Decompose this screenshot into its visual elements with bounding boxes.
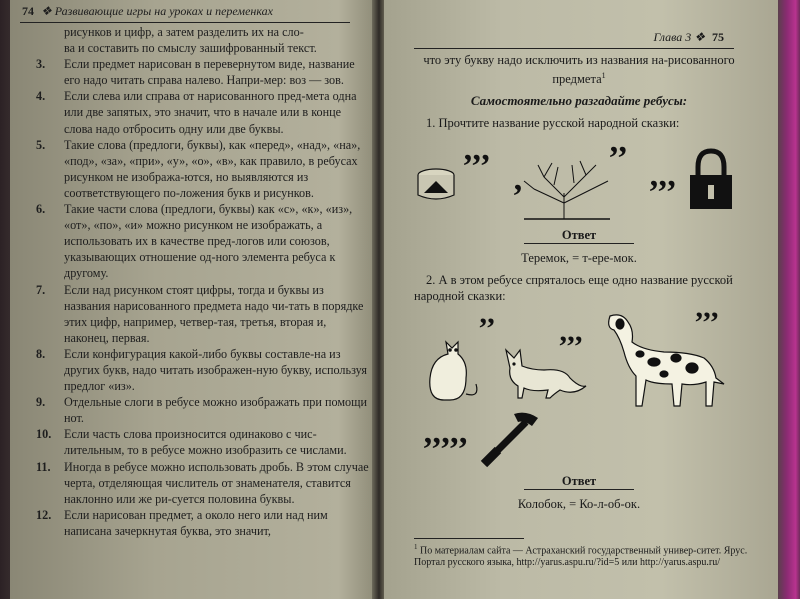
rule-item xyxy=(36,459,370,507)
rule-number: 4. xyxy=(36,89,46,104)
right-body xyxy=(414,52,744,512)
footnote-rule xyxy=(414,538,524,539)
answer-1: Теремок, = т-ере-мок. xyxy=(521,251,637,266)
section-heading: Самостоятельно разгадайте ребусы: xyxy=(470,93,688,109)
left-intro-line-1: рисунков и цифр, а затем разделить их на сло- xyxy=(64,25,304,39)
rule-number: 7. xyxy=(36,282,46,297)
rebus-2 xyxy=(414,308,744,408)
answer-label-1: Ответ xyxy=(561,228,597,243)
rule-text: Если часть слова произносится одинаково с чис-лительным, то в ребусе можно изобразить се числами. xyxy=(64,427,347,458)
rule-number: 9. xyxy=(36,395,46,410)
rule-item xyxy=(36,394,370,426)
footnote-number: 1 xyxy=(414,543,418,551)
left-running-head xyxy=(22,4,273,19)
rule-item xyxy=(36,282,370,346)
rebus-1-comma-d: ’ xyxy=(512,178,524,216)
rule-number: 10. xyxy=(36,427,52,442)
rule-number: 11. xyxy=(36,459,51,474)
rule-item xyxy=(36,137,370,201)
continuation-line: что эту букву надо исключить из названия на-рисованного предмета xyxy=(423,53,735,87)
rule-item xyxy=(36,507,370,539)
left-body xyxy=(36,24,370,539)
rule-text: Если предмет нарисован в перевернутом виде, название его надо читать справа налево. Напри-мер: воз — зов. xyxy=(64,57,355,88)
left-page xyxy=(10,0,375,599)
answer-rule-2 xyxy=(524,489,634,490)
rule-item xyxy=(36,426,370,458)
right-page-number: 75 xyxy=(712,30,724,44)
right-head-title: Глава 3 xyxy=(653,30,692,44)
rule-number: 8. xyxy=(36,346,46,361)
left-head-title: Развивающие игры на уроках и переменках xyxy=(54,4,274,18)
rule-number: 6. xyxy=(36,202,46,217)
left-intro-line-2: ва и составить по смыслу зашифрованный текст. xyxy=(64,41,317,56)
left-head-ornament: ❖ xyxy=(41,4,55,18)
tree-icon xyxy=(524,161,610,219)
book-cover-edge xyxy=(778,0,800,599)
rebus-2-commas-c: ’’’ xyxy=(694,308,720,340)
left-head-rule xyxy=(20,22,350,23)
rebus-3-figure xyxy=(414,408,744,473)
rebus-1 xyxy=(414,137,744,227)
left-page-number: 74 xyxy=(22,4,34,18)
question-1: 1. Прочтите название русской народной сказки: xyxy=(426,116,680,131)
rebus-3 xyxy=(414,408,744,473)
footnote-ref: 1 xyxy=(601,71,606,80)
answer-rule-1 xyxy=(524,243,634,244)
rule-text: Иногда в ребусе можно использовать дробь. В этом случае черта, отделяющая числитель от знаменателя, ставится наклонно или же ри-суется половина буквы. xyxy=(64,459,369,506)
continuation-text xyxy=(414,52,744,87)
rebus-1-commas-c: ’’’ xyxy=(648,174,677,212)
right-head-ornament: ❖ xyxy=(694,30,705,44)
rebus-2-figure xyxy=(414,308,744,408)
rule-text: Если конфигурация какой-либо буквы составле-на из других букв, надо читать изображен-ную букву, используя предлог «из». xyxy=(64,346,368,394)
rule-text: Такие части слова (предлоги, буквы) как «с», «к», «из», «от», «по», «и» можно рисунком не изображать, а использовать их в качестве пред-логов или союзов, указывающих отношение од-ного элемента ребуса к другому. xyxy=(64,202,353,281)
rule-number: 12. xyxy=(36,507,52,522)
rebus-2-commas-a: ’’ xyxy=(478,312,496,346)
footnote xyxy=(414,541,749,569)
rule-number: 3. xyxy=(36,57,46,72)
rule-text: Такие слова (предлоги, буквы), как «перед», «над», «на», «под», «за», «при», «у», «о», «в», как правило, в ребусах рисунком не изобража-ются, но выявляются из соответствующего по-ложения букв и рисунков. xyxy=(64,137,361,200)
rule-text: Если нарисован предмет, а около него или над ним написана зачеркнутая буква, это значит, xyxy=(64,507,328,538)
footnote-text: По материалам сайта — Астраханский государственный универ-ситет. Ярус. Портал русского языка, http://yarus.aspu.ru/?id=5 или http://yarus.aspu.ru/ xyxy=(414,545,748,569)
answer-label-2: Ответ xyxy=(561,474,597,489)
rebus-1-commas-a: ’’’ xyxy=(462,148,491,186)
rebus-1-figure xyxy=(414,137,744,227)
rule-text: Отдельные слоги в ребусе можно изображать при помощи нот. xyxy=(64,395,368,426)
right-running-head xyxy=(654,30,724,45)
answer-2: Колобок, = Ко-л-об-ок. xyxy=(517,497,641,512)
rule-item xyxy=(36,88,370,136)
rule-text: Если слева или справа от нарисованного пред-мета одна или две запятых, это значит, что в начале или в конце слова надо отбросить одну или две буквы. xyxy=(64,89,357,136)
rebus-1-commas-b: ’’ xyxy=(608,140,629,178)
rebus-3-commas: ’’’’’ xyxy=(422,431,469,469)
lock-icon xyxy=(690,151,732,209)
rule-item xyxy=(36,201,370,281)
question-2: 2. А в этом ребусе спряталось еще одно название русской народной сказки: xyxy=(414,273,733,304)
right-page xyxy=(384,0,780,599)
rule-text: Если над рисунком стоят цифры, тогда и буквы из названия нарисованного предмета надо чи-тать в порядке этих цифр, например, четвер-тая, третья, вторая и, наконец, первая. xyxy=(64,282,364,345)
cat-icon xyxy=(430,342,477,400)
right-head-rule xyxy=(414,48,734,49)
rule-number: 5. xyxy=(36,137,46,152)
rebus-2-commas-b: ’’’ xyxy=(558,330,584,364)
rule-item xyxy=(36,56,370,88)
cake-icon xyxy=(418,169,454,199)
rule-item xyxy=(36,346,370,394)
hammer-icon xyxy=(484,413,538,464)
